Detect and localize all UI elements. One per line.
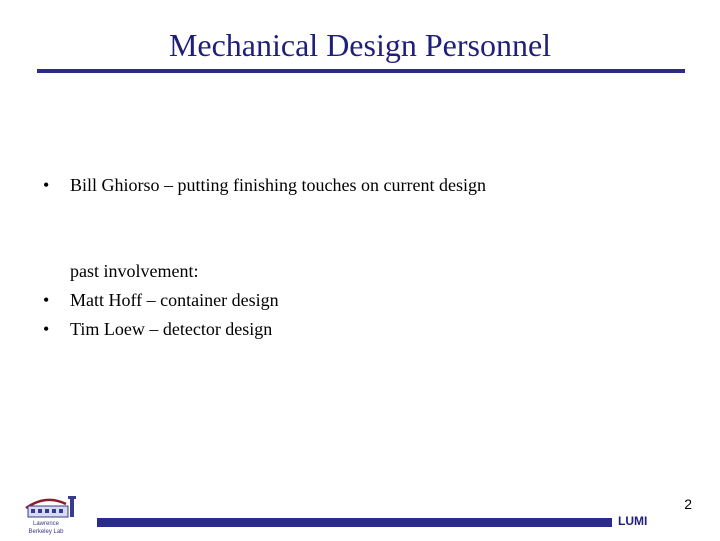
bullet-text: Tim Loew – detector design	[70, 319, 273, 339]
bullet-marker: •	[43, 290, 50, 310]
page-number: 2	[684, 496, 692, 512]
bullet-marker: •	[43, 319, 50, 339]
lab-logo-icon	[22, 492, 84, 536]
logo-line-1: Lawrence	[32, 521, 60, 527]
footer-tag: LUMI	[618, 514, 648, 528]
bullet-marker: •	[43, 175, 50, 195]
logo-line-2: Berkeley Lab	[28, 529, 64, 535]
bullet-item	[43, 318, 272, 340]
bullet-text: Bill Ghiorso – putting finishing touches on current design	[70, 175, 486, 195]
bullet-item	[43, 289, 279, 311]
footer-rule	[97, 518, 612, 527]
title-rule	[37, 69, 685, 73]
past-heading: past involvement:	[70, 261, 199, 281]
slide-title: Mechanical Design Personnel	[168, 27, 552, 63]
bullet-item	[43, 174, 486, 196]
bullet-text: Matt Hoff – container design	[70, 290, 279, 310]
